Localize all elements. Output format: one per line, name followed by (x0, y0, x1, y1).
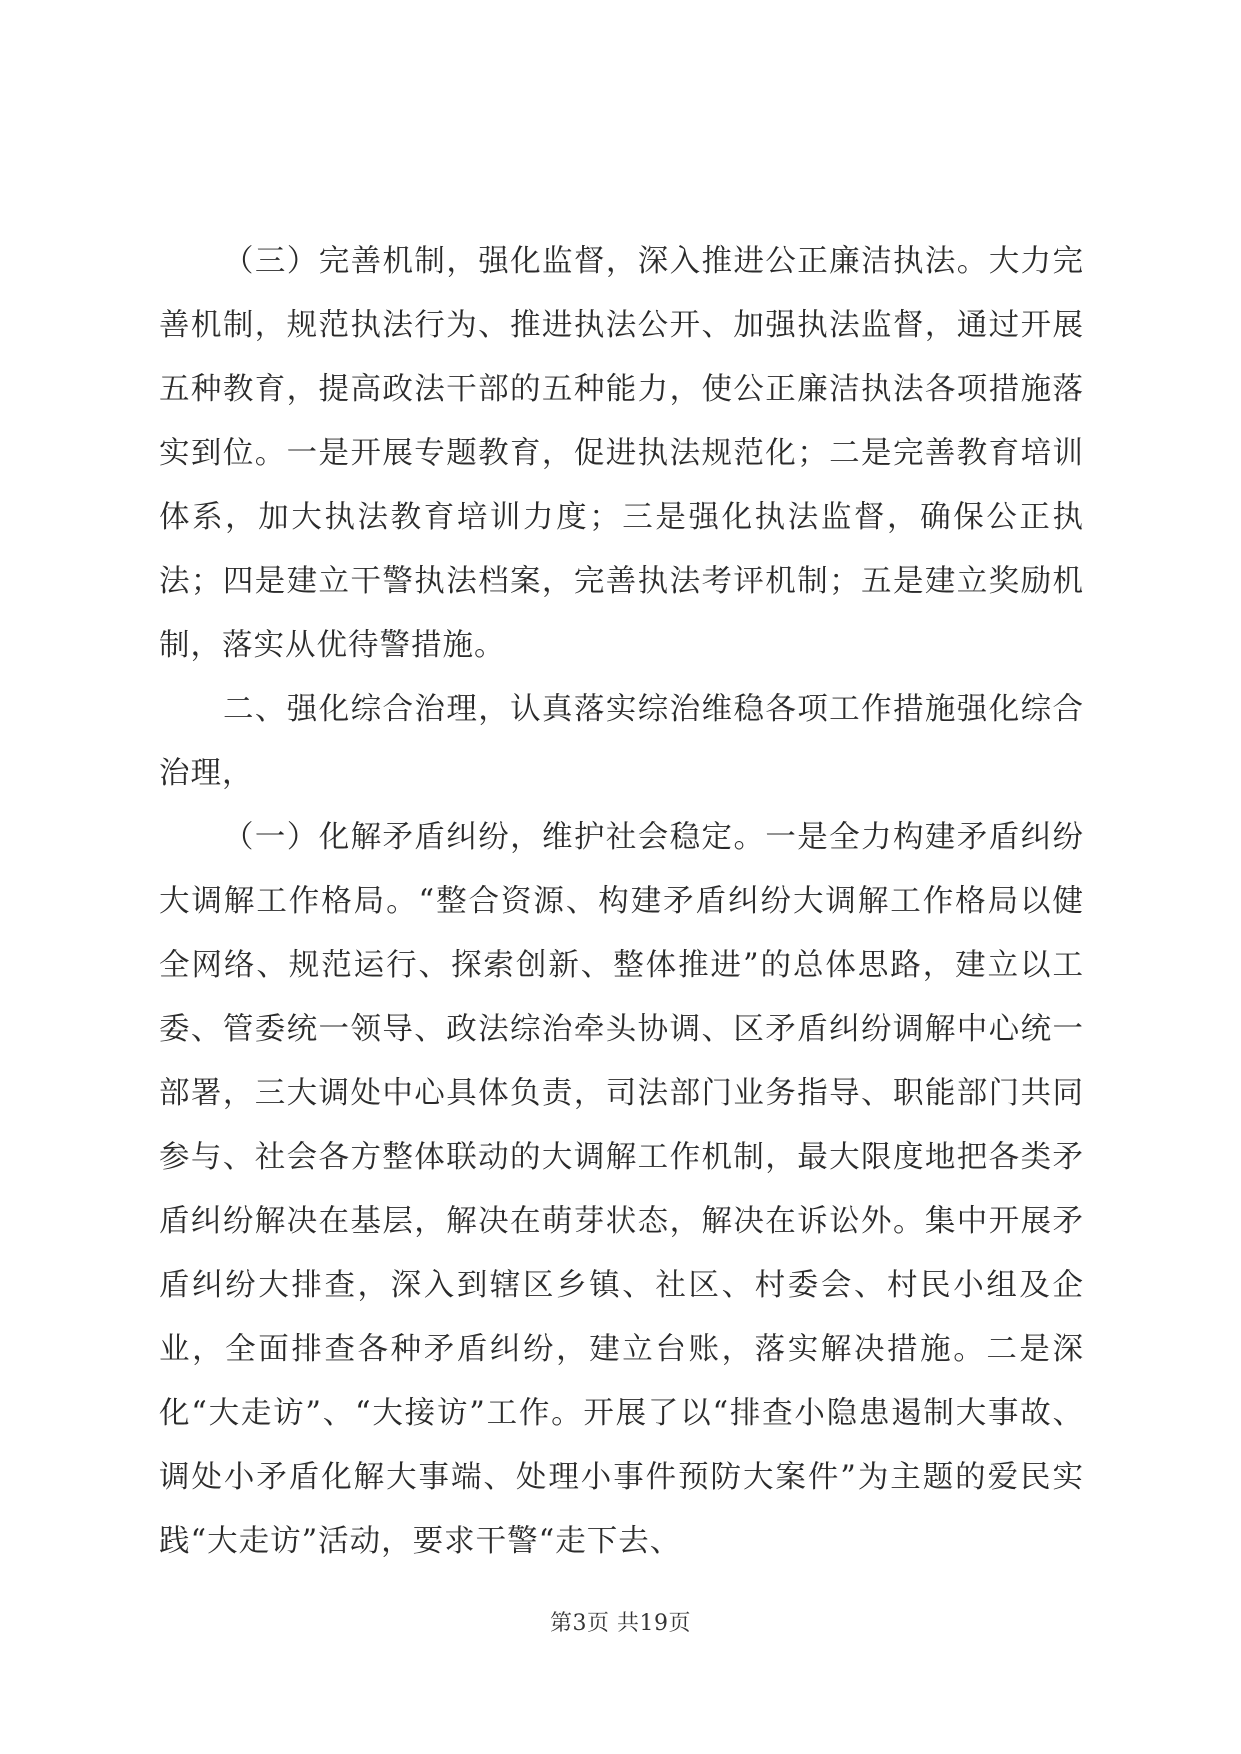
paragraph-comprehensive-governance-heading: 二、强化综合治理，认真落实综治维稳各项工作措施强化综合治理， (159, 692, 1084, 791)
page-number-footer: 第3页 共19页 (550, 1611, 691, 1636)
document-body (159, 230, 1084, 1574)
paragraph-dispute-resolution: （一）化解矛盾纠纷，维护社会稳定。一是全力构建矛盾纠纷大调解工作格局。“整合资源、构建矛盾纠纷大调解工作格局以健全网络、规范运行、探索创新、整体推进”的总体思路，建立以工委、管委统一领导、政法综治牵头协调、区矛盾纠纷调解中心统一部署，三大调处中心具体负责，司法部门业务指导、职能部门共同参与、社会各方整体联动的大调解工作机制，最大限度地把各类矛盾纠纷解决在基层，解决在萌芽状态，解决在诉讼外。集中开展矛盾纠纷大排查，深入到辖区乡镇、社区、村委会、村民小组及企业，全面排查各种矛盾纠纷，建立台账，落实解决措施。二是深化“大走访”、“大接访”工作。开展了以“排查小隐患遏制大事故、调处小矛盾化解大事端、处理小事件预防大案件”为主题的爱民实践“大走访”活动，要求干警“走下去、 (159, 820, 1084, 1559)
paragraph-mechanism-supervision: （三）完善机制，强化监督，深入推进公正廉洁执法。大力完善机制，规范执法行为、推进执法公开、加强执法监督，通过开展五种教育，提高政法干部的五种能力，使公正廉洁执法各项措施落实到位。一是开展专题教育，促进执法规范化；二是完善教育培训体系，加大执法教育培训力度；三是强化执法监督，确保公正执法；四是建立干警执法档案，完善执法考评机制；五是建立奖励机制，落实从优待警措施。 (159, 244, 1084, 663)
